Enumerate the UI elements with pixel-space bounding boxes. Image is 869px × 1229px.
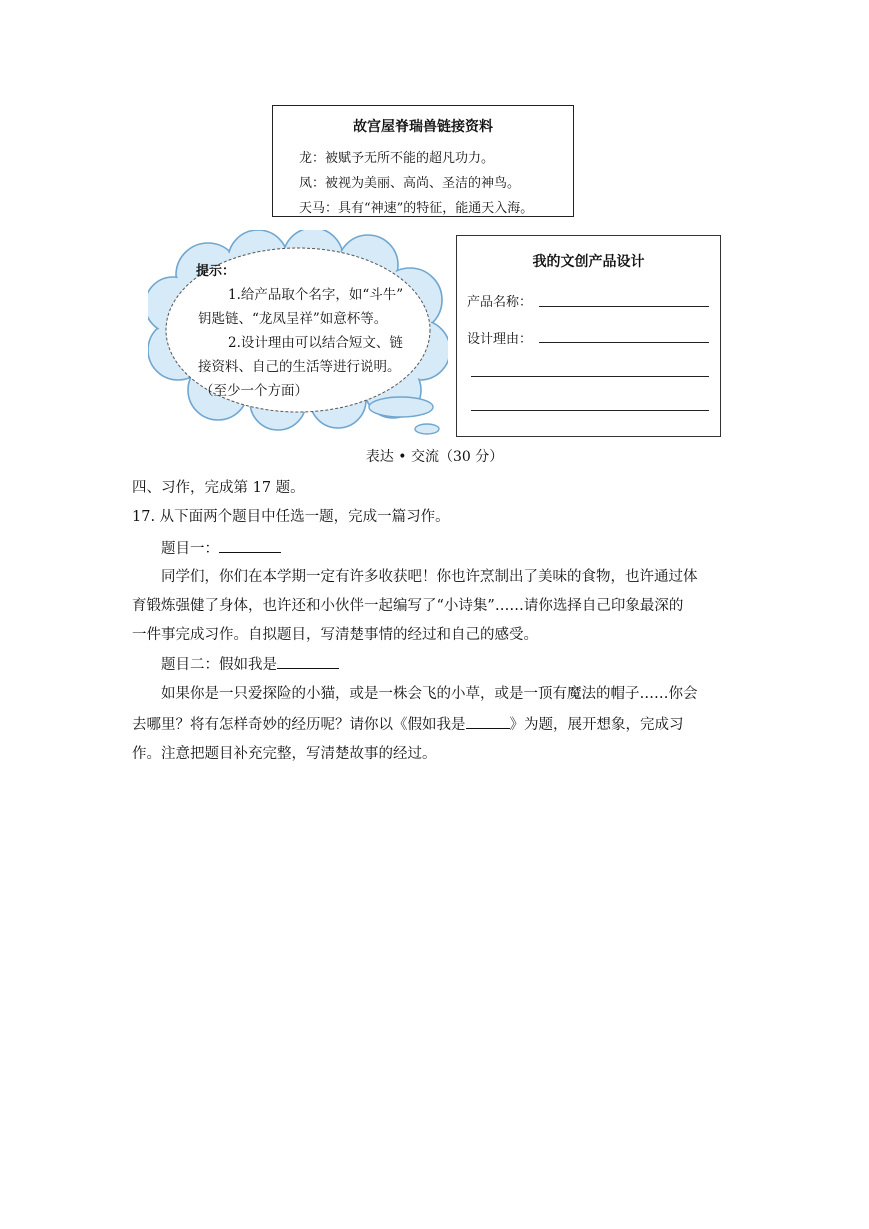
topic-2-row: [161, 654, 339, 675]
design-reason-blank-1[interactable]: [539, 342, 709, 343]
topic-2-blank[interactable]: [277, 654, 339, 669]
resource-box: [272, 105, 574, 217]
topic-1-blank[interactable]: [219, 538, 281, 553]
product-name-label: 产品名称：: [467, 295, 533, 310]
section-caption: 表达 • 交流（30 分）: [365, 449, 504, 465]
design-title: 我的文创产品设计: [532, 254, 645, 270]
resource-line-phoenix: 凤：被视为美丽、高尚、圣洁的神鸟。: [299, 176, 521, 191]
hint-line-2: 钥匙链、“龙凤呈祥”如意杯等。: [198, 311, 388, 327]
topic-1-line-1: 同学们，你们在本学期一定有许多收获吧！你也许烹制出了美味的食物，也许通过体: [161, 569, 698, 585]
product-name-blank[interactable]: [539, 306, 709, 307]
hint-line-1: 1.给产品取个名字，如“斗牛”: [228, 287, 404, 303]
resource-line-horse: 天马：具有“神速”的特征，能通天入海。: [299, 201, 534, 216]
hint-line-4: 接资料、自己的生活等进行说明。: [198, 359, 401, 375]
topic-1-line-3: 一件事完成习作。自拟题目，写清楚事情的经过和自己的感受。: [132, 627, 538, 643]
resource-title: 故宫屋脊瑞兽链接资料: [353, 119, 493, 135]
topic-2-line-2-post: 》为题，展开想象，完成习: [509, 717, 684, 733]
hint-line-3: 2.设计理由可以结合短文、链: [228, 335, 403, 351]
topic-2-line-2: [132, 714, 684, 735]
hint-line-5: （至少一个方面）: [200, 383, 308, 399]
design-reason-blank-2[interactable]: [471, 376, 709, 377]
topic-2-line-2-pre: 去哪里？将有怎样奇妙的经历呢？请你以《假如我是: [132, 717, 466, 733]
section-four-heading: 四、习作，完成第 17 题。: [132, 480, 305, 496]
hint-title: 提示：: [196, 264, 236, 279]
topic-1-label: 题目一：: [161, 541, 219, 557]
resource-line-dragon: 龙：被赋予无所不能的超凡功力。: [299, 151, 495, 166]
design-box: [456, 235, 721, 437]
topic-1-line-2: 育锻炼强健了身体，也许还和小伙伴一起编写了“小诗集”……请你选择自己印象最深的: [132, 598, 684, 614]
design-reason-blank-3[interactable]: [471, 410, 709, 411]
topic-1-row: [161, 538, 281, 559]
design-reason-label: 设计理由：: [467, 332, 533, 347]
hint-cloud: [148, 230, 448, 440]
topic-2-line-1: 如果你是一只爱探险的小猫，或是一株会飞的小草，或是一顶有魔法的帽子……你会: [161, 686, 698, 702]
topic-2-label: 题目二：假如我是: [161, 657, 277, 673]
topic-2-inline-blank[interactable]: [466, 714, 510, 729]
question-17: 17. 从下面两个题目中任选一题，完成一篇习作。: [132, 509, 450, 525]
topic-2-line-3: 作。注意把题目补充完整，写清楚故事的经过。: [132, 746, 437, 762]
